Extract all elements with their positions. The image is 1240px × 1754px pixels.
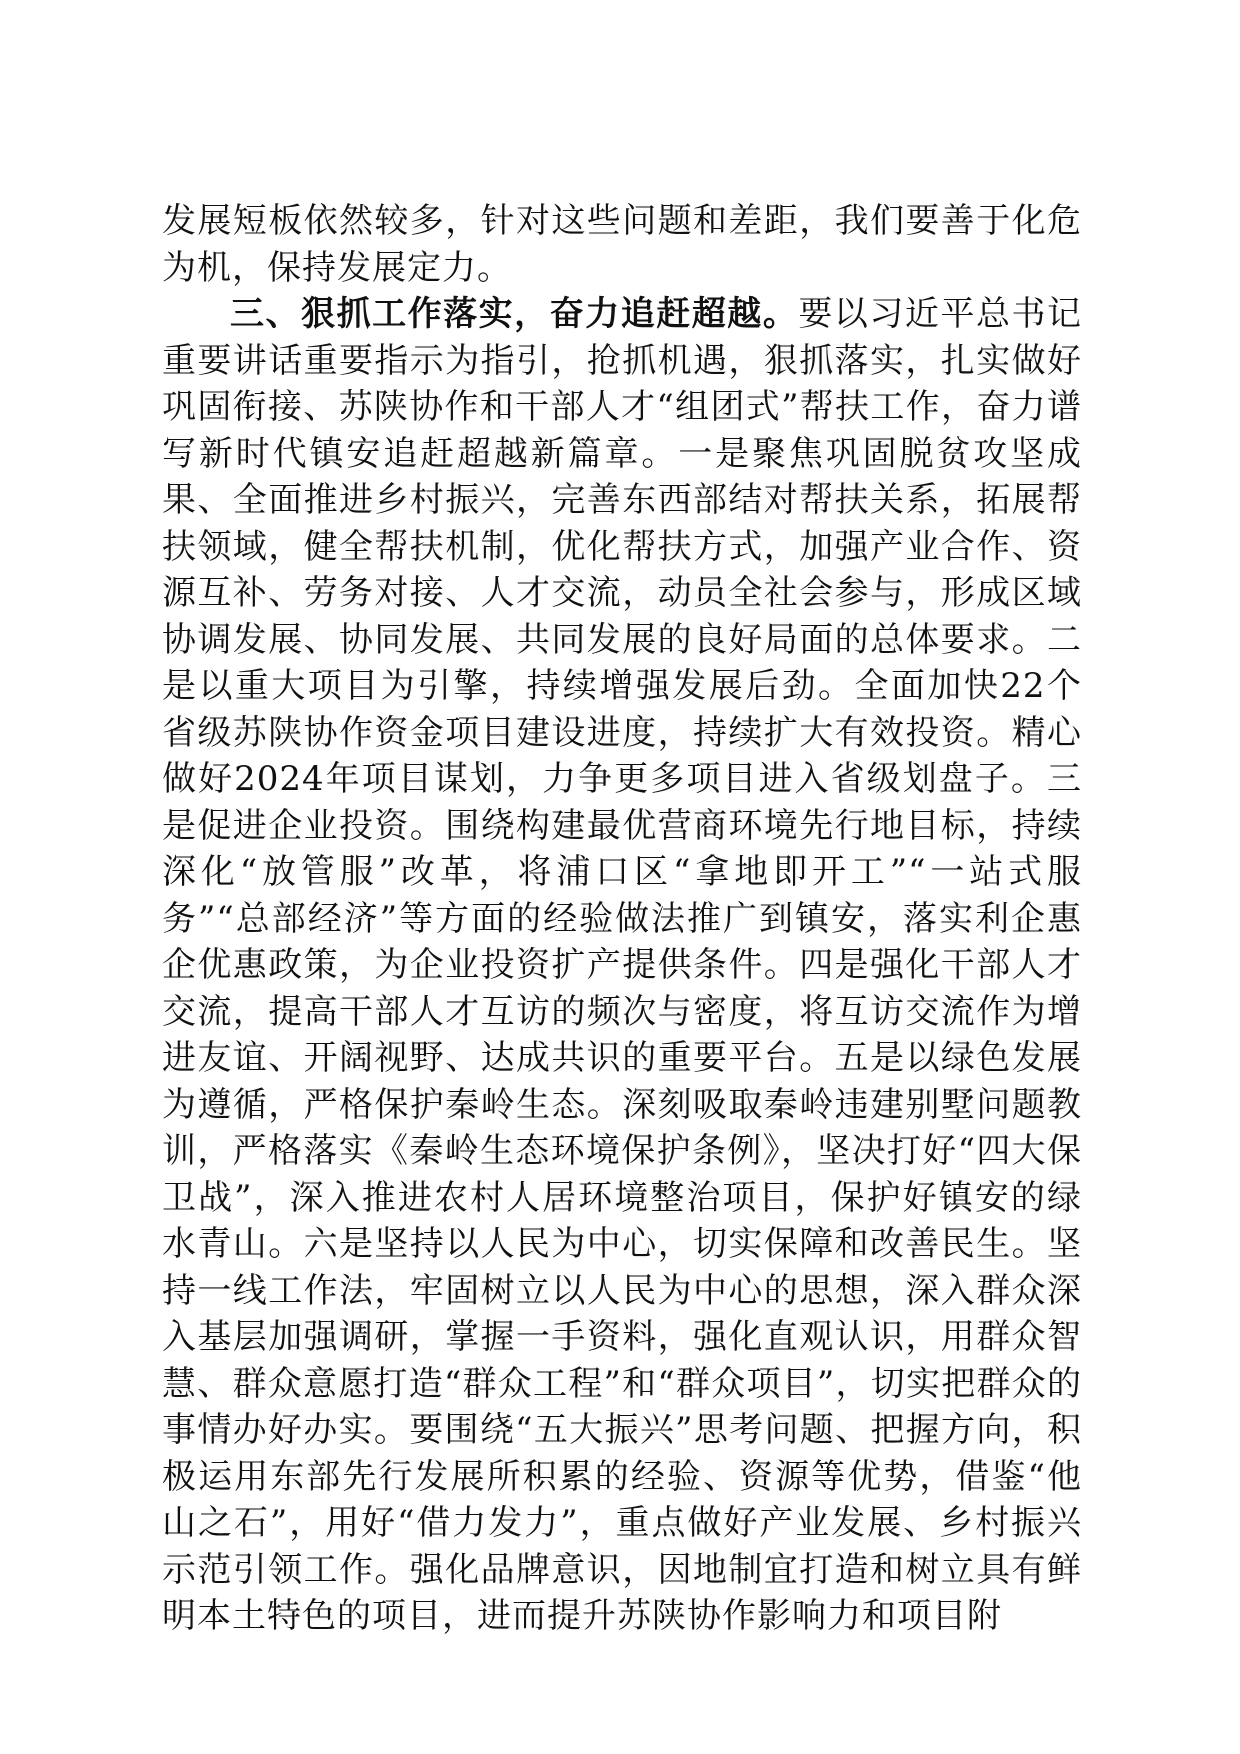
paragraph-continuation	[162, 198, 1082, 291]
section-3-body: 要以习近平总书记重要讲话重要指示为指引，抢抓机遇，狠抓落实，扎实做好巩固衔接、苏陕协作和干部人才“组团式”帮扶工作，奋力谱写新时代镇安追赶超越新篇章。一是聚焦巩固脱贫攻坚成果、全面推进乡村振兴，完善东西部结对帮扶关系，拓展帮扶领域，健全帮扶机制，优化帮扶方式，加强产业合作、资源互补、劳务对接、人才交流，动员全社会参与，形成区域协调发展、协同发展、共同发展的良好局面的总体要求。二是以重大项目为引擎，持续增强发展后劲。全面加快22个省级苏陕协作资金项目建设进度，持续扩大有效投资。精心做好2024年项目谋划，力争更多项目进入省级划盘子。三是促进企业投资。围绕构建最优营商环境先行地目标，持续深化“放管服”改革，将浦口区“拿地即开工”“一站式服务”“总部经济”等方面的经验做法推广到镇安，落实利企惠企优惠政策，为企业投资扩产提供条件。四是强化干部人才交流，提高干部人才互访的频次与密度，将互访交流作为增进友谊、开阔视野、达成共识的重要平台。五是以绿色发展为遵循，严格保护秦岭生态。深刻吸取秦岭违建别墅问题教训，严格落实《秦岭生态环境保护条例》，坚决打好“四大保卫战”，深入推进农村人居环境整治项目，保护好镇安的绿水青山。六是坚持以人民为中心，切实保障和改善民生。坚持一线工作法，牢固树立以人民为中心的思想，深入群众深入基层加强调研，掌握一手资料，强化直观认识，用群众智慧、群众意愿打造“群众工程”和“群众项目”，切实把群众的事情办好办实。要围绕“五大振兴”思考问题、把握方向，积极运用东部先行发展所积累的经验、资源等优势，借鉴“他山之石”，用好“借力发力”，重点做好产业发展、乡村振兴示范引领工作。强化品牌意识，因地制宜打造和树立具有鲜明本土特色的项目，进而提升苏陕协作影响力和项目附	[162, 294, 1083, 1636]
paragraph-1-text: 发展短板依然较多，针对这些问题和差距，我们要善于化危为机，保持发展定力。	[162, 201, 1082, 288]
document-body	[162, 198, 1082, 1640]
section-3-heading: 三、狠抓工作落实，奋力追赶超越。	[230, 294, 799, 334]
section-3-paragraph	[162, 291, 1082, 1640]
